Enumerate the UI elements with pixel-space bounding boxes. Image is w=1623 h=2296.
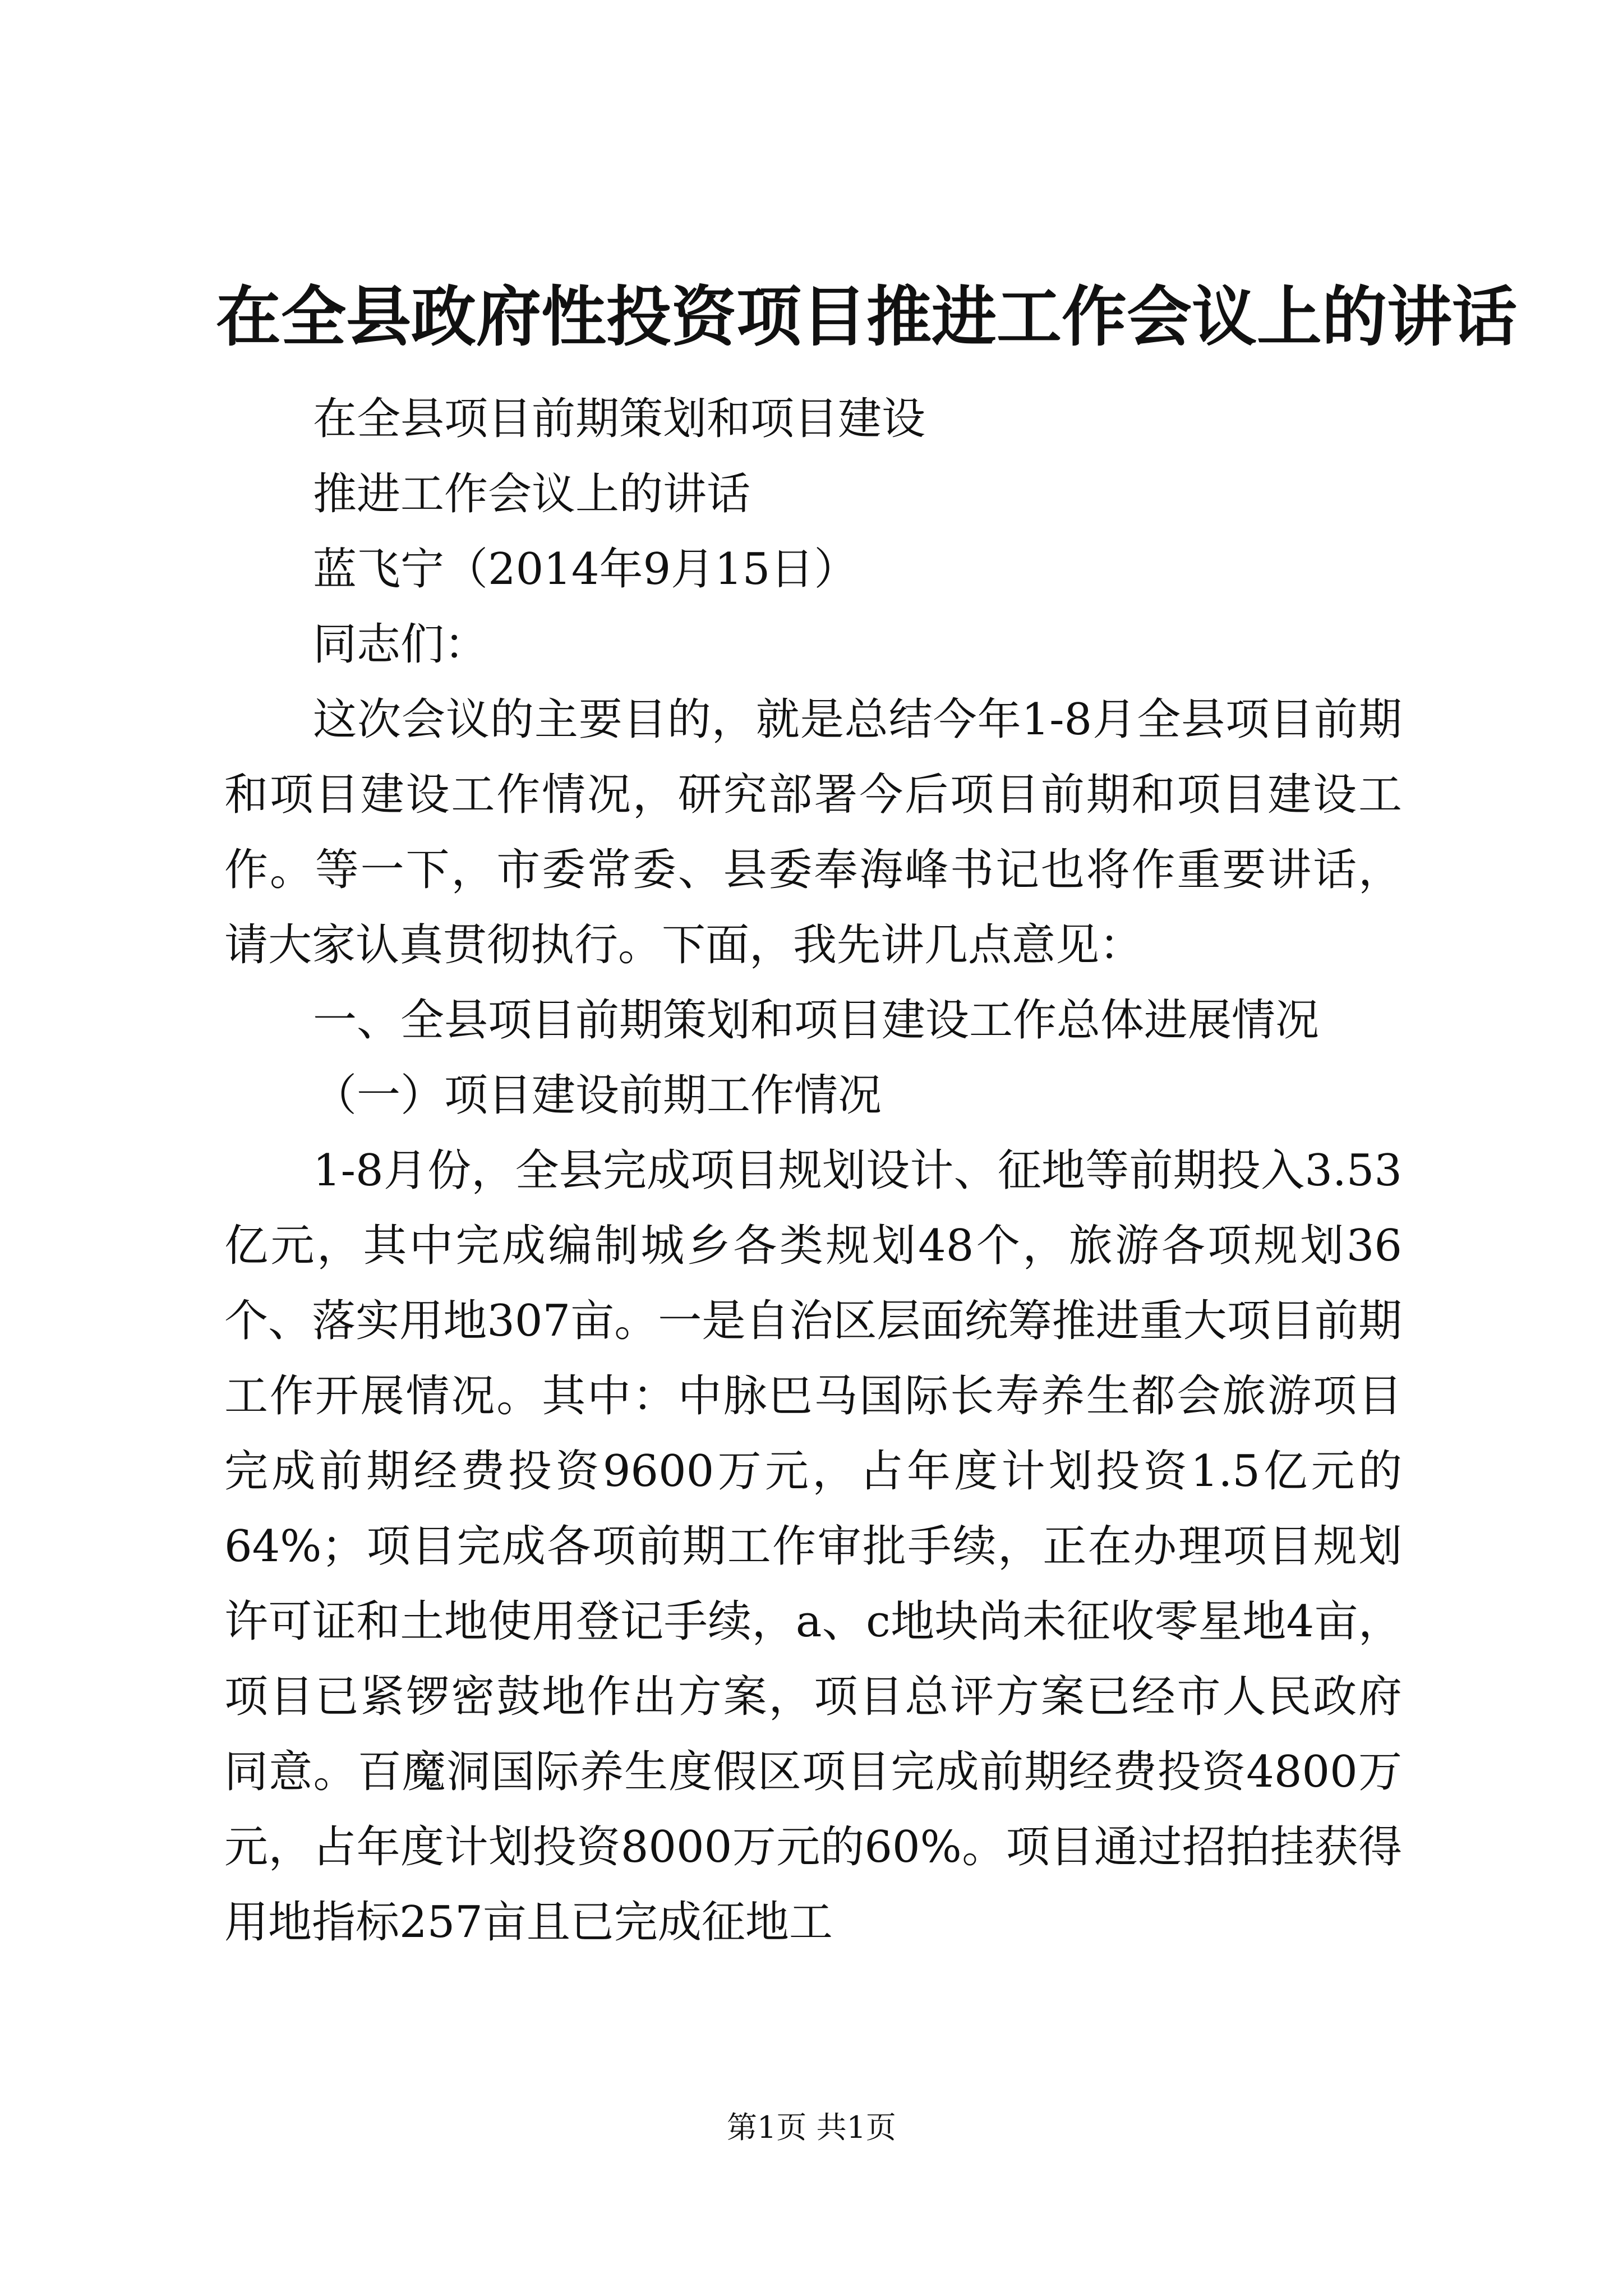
- subtitle-line-1: 在全县项目前期策划和项目建设: [313, 394, 926, 444]
- document-title: 在全县政府性投资项目推进工作会议上的讲话: [216, 279, 1517, 355]
- section-heading-1: 一、全县项目前期策划和项目建设工作总体进展情况: [313, 995, 1320, 1046]
- author-date: 蓝飞宁（2014年9月15日）: [313, 544, 858, 595]
- subsection-heading-1: （一）项目建设前期工作情况: [313, 1070, 882, 1121]
- salutation: 同志们：: [313, 619, 488, 670]
- document-body: [224, 381, 1402, 1960]
- subtitle-line-2: 推进工作会议上的讲话: [313, 469, 751, 519]
- page-footer: 第1页 共1页: [727, 2110, 896, 2145]
- paragraph-intro: 这次会议的主要目的，就是总结今年1-8月全县项目前期和项目建设工作情况，研究部署今后项目前期和项目建设工作。等一下，市委常委、县委奉海峰书记也将作重要讲话，请大家认真贯彻执行。下面，我先讲几点意见：: [224, 694, 1402, 970]
- paragraph-progress: 1-8月份，全县完成项目规划设计、征地等前期投入3.53亿元，其中完成编制城乡各类规划48个，旅游各项规划36个、落实用地307亩。一是自治区层面统筹推进重大项目前期工作开展情况。其中：中脉巴马国际长寿养生都会旅游项目完成前期经费投资9600万元，占年度计划投资1.5亿元的64%；项目完成各项前期工作审批手续，正在办理项目规划许可证和土地使用登记手续，a、c地块尚未征收零星地4亩，项目已紧锣密鼓地作出方案，项目总评方案已经市人民政府同意。百魔洞国际养生度假区项目完成前期经费投资4800万元，占年度计划投资8000万元的60%。项目通过招拍挂获得用地指标257亩且已完成征地工: [224, 1145, 1402, 1948]
